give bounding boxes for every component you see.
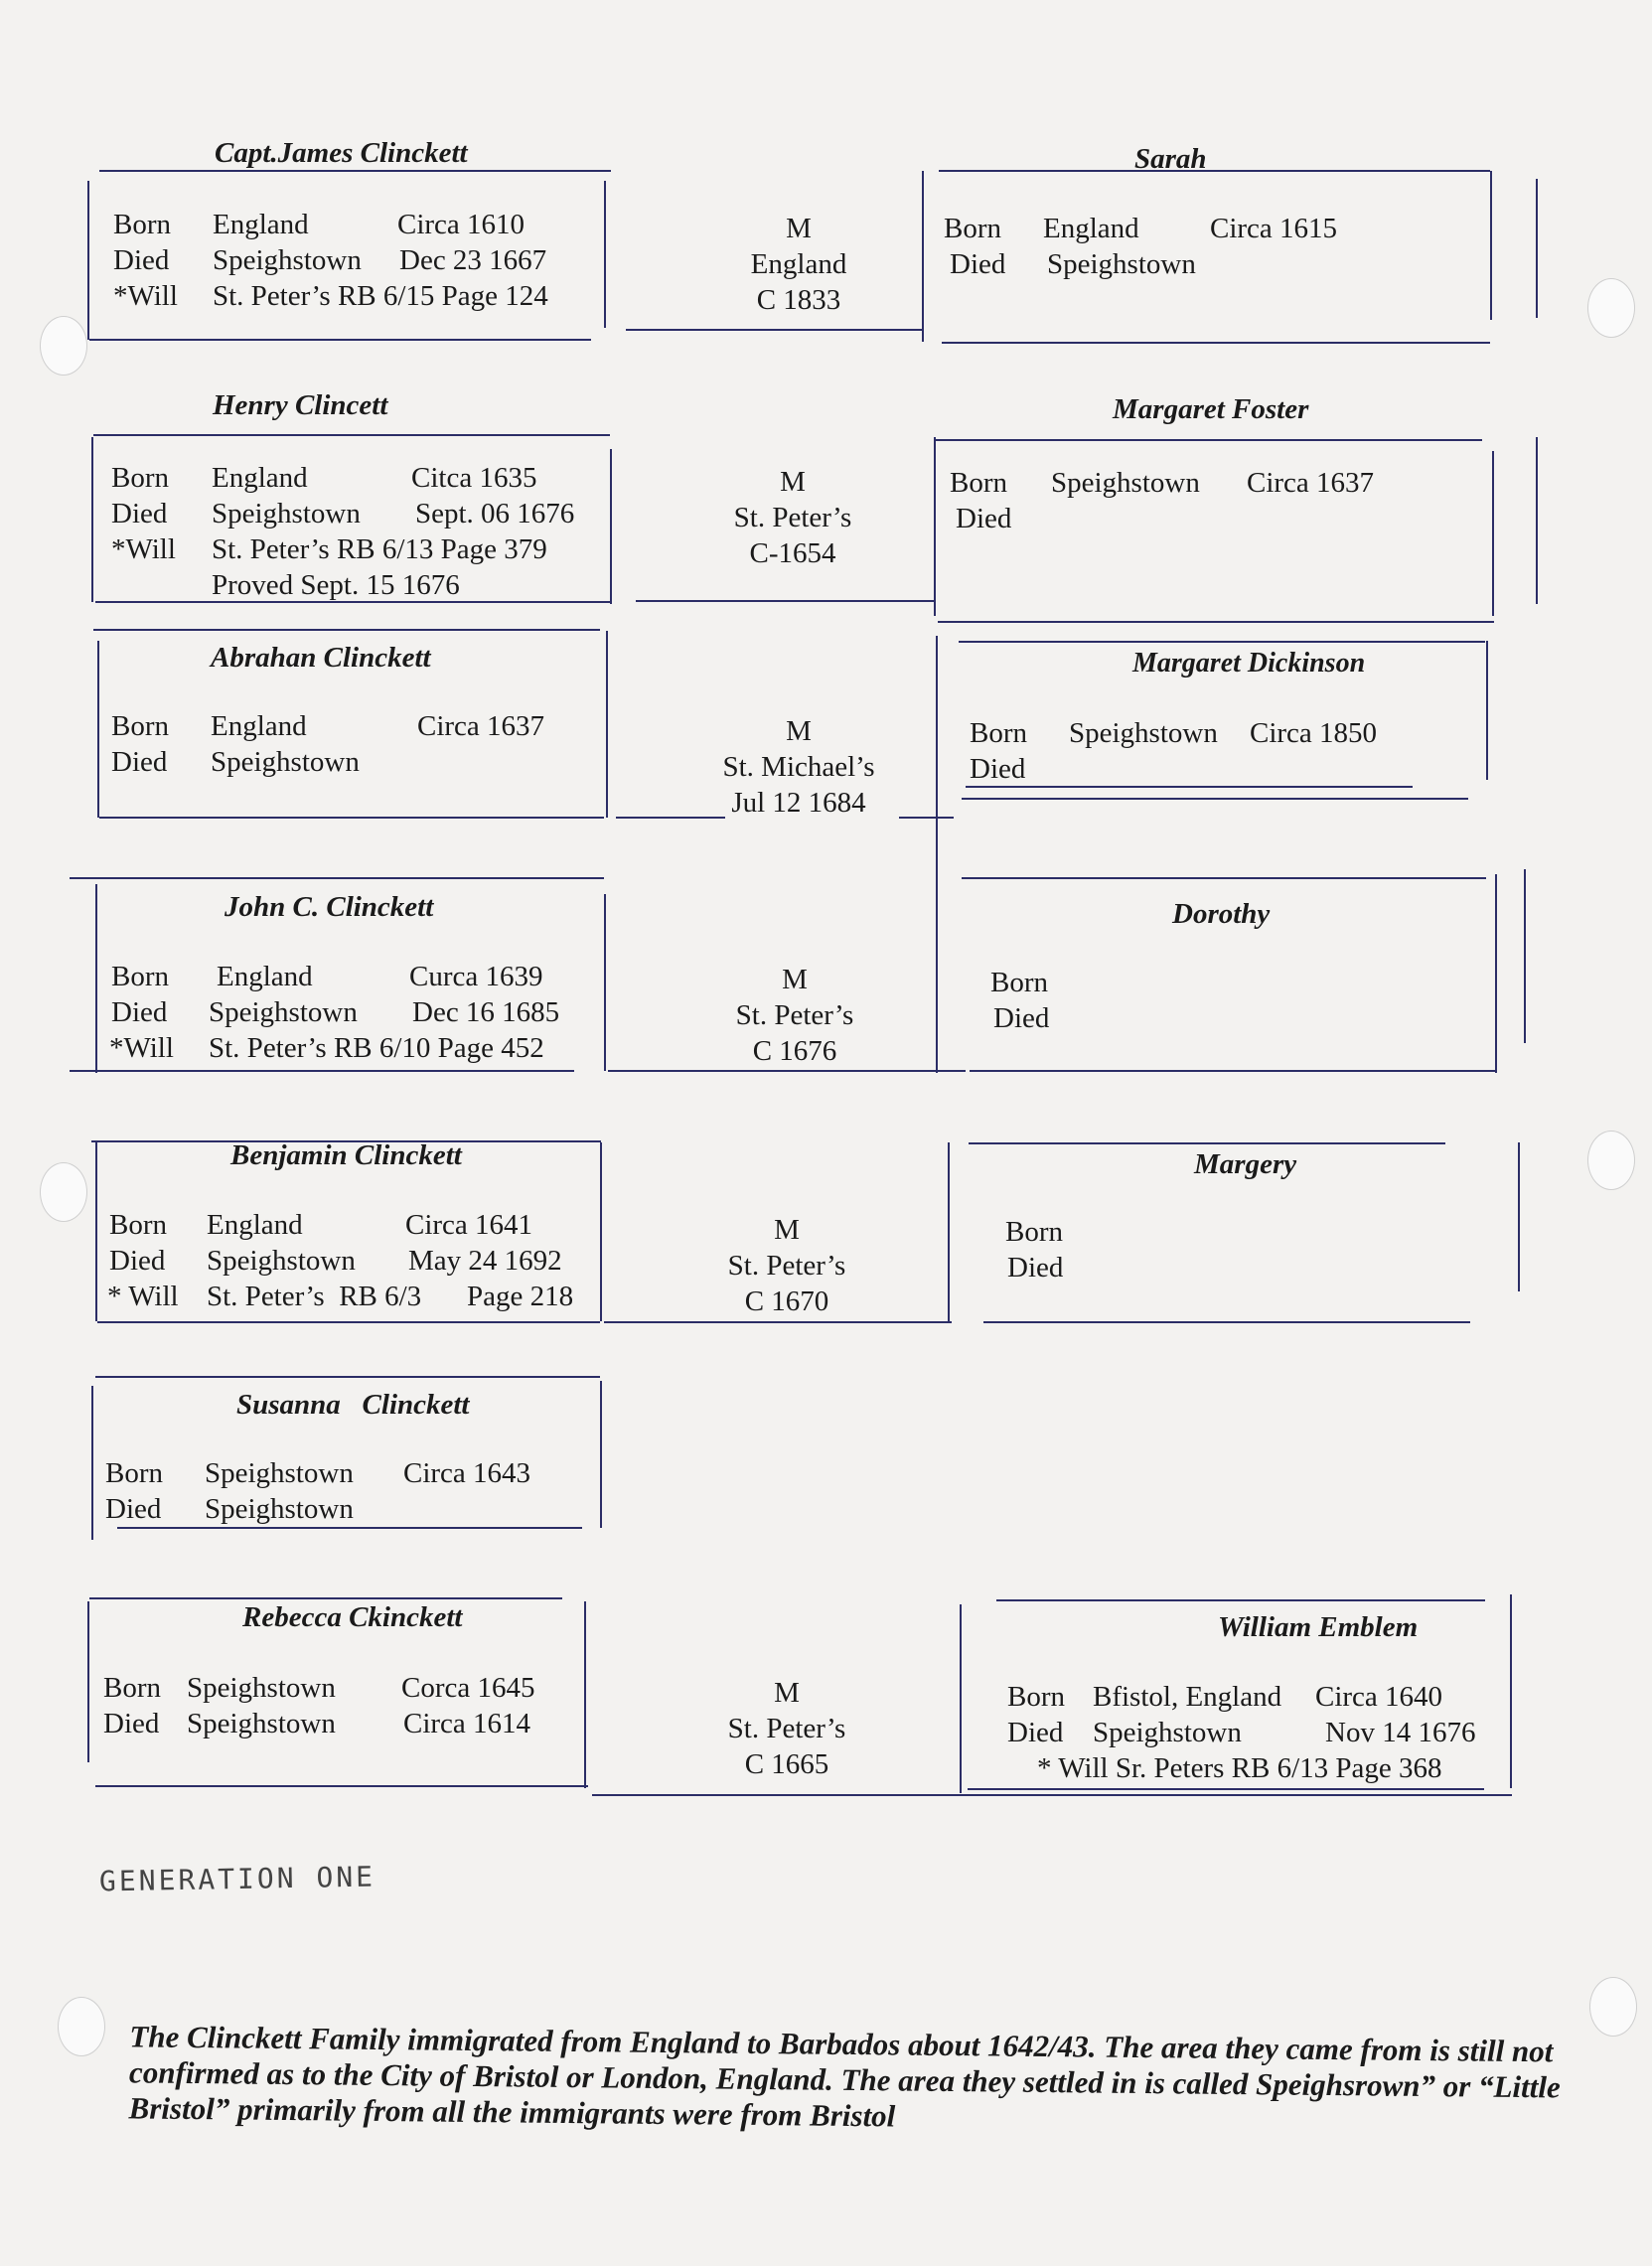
- punch-hole: [1589, 1977, 1637, 2037]
- person-name: Sarah: [1134, 143, 1207, 175]
- marriage-1: M England C 1833: [750, 213, 847, 316]
- person-name: Benjamin Clinckett: [230, 1139, 462, 1171]
- person-name: Susanna Clinckett: [236, 1389, 470, 1421]
- marriage-3: M St. Michael’s Jul 12 1684: [722, 715, 875, 819]
- marriage-2: M St. Peter’s C-1654: [733, 466, 852, 569]
- person-name: William Emblem: [1218, 1611, 1419, 1643]
- person-name: Rebecca Ckinckett: [242, 1601, 463, 1633]
- person-name: Capt.James Clinckett: [215, 137, 468, 169]
- person-name: Margery: [1194, 1148, 1297, 1180]
- marriage-5: M St. Peter’s C 1670: [727, 1214, 846, 1317]
- family-history-note: The Clinckett Family immigrated from England to Barbados about 1642/43. The area they came from is still not confirmed as to the City of Bristol or London, England. The area they settled in is called Speighsrown” or “Little Bristol” primarily from all the immigrants were from Bristol: [128, 2019, 1561, 2134]
- punch-hole: [1587, 278, 1635, 338]
- person-name: Margaret Foster: [1113, 393, 1309, 425]
- person-name: Margaret Dickinson: [1132, 648, 1366, 679]
- punch-hole: [40, 1162, 87, 1222]
- generation-note: GENERATION ONE: [98, 1860, 376, 1898]
- punch-hole: [58, 1997, 105, 2056]
- marriage-4: M St. Peter’s C 1676: [735, 964, 854, 1067]
- punch-hole: [40, 316, 87, 376]
- person-name: Dorothy: [1172, 898, 1271, 930]
- person-name: Abrahan Clinckett: [211, 642, 431, 674]
- genealogy-page: Capt.James Clinckett Born England Circa 1610 Died Speighstown Dec 23 1667 *Will St. Peter’s RB 6/15 Page 124 M England C 1833 Sarah Born England Circa 1615 Died Speighstown Henry Clincett Born England Citca 1635 Died Speighstown Sept. 06 1676 *Will St. Peter’s RB 6/13 Page 379 Proved Sept. 15 1676 M St. Peter’s C-1654 Margaret Foster Born Speighstown Circa 1637 Died Abrahan Clinckett Born England Circa 1637 Died Speighstown M St. Michael’s Jul 12 1684 Margaret Dickinson Born Speighstown Circa 1850 Died John C. Clinckett Born England Curca 1639 Died Speighstown Dec 16 1685 *Will St. Peter’s RB 6/10 Page 452 M St. Peter’s C 1676 Dorothy Born Died Benjamin Clinckett Born England Circa 1641 Died Speighstown May 24 1692 * Will St. Peter’s RB 6/3 Page 218 M St. Peter’s C 1670 Margery Born Died Susanna Clinckett Born Speighstown Circa 1643 Died Speighstown Rebecca Ckinckett Born Speighstown Corca 1645 Died Speighstown Circa 1614 M St. Peter’s C 1665 William Emblem Born Bfistol, England Circa 1640 Died Speighstown Nov 14 1676 * Will Sr. Peters RB 6/13 Page 368 GENERATION ONE The Clinckett Family immigrated from England to Barbados about 1642/43. The area they came from is still not confirmed as to the City of Bristol or London, England. The area they settled in is called Speighsrown” or “Little Bristol” primarily from all the immigrants were from Bristol: [0, 0, 1652, 2266]
- punch-hole: [1587, 1131, 1635, 1190]
- person-name: Henry Clincett: [213, 389, 388, 421]
- marriage-6: M St. Peter’s C 1665: [727, 1677, 846, 1780]
- person-name: John C. Clinckett: [225, 891, 434, 923]
